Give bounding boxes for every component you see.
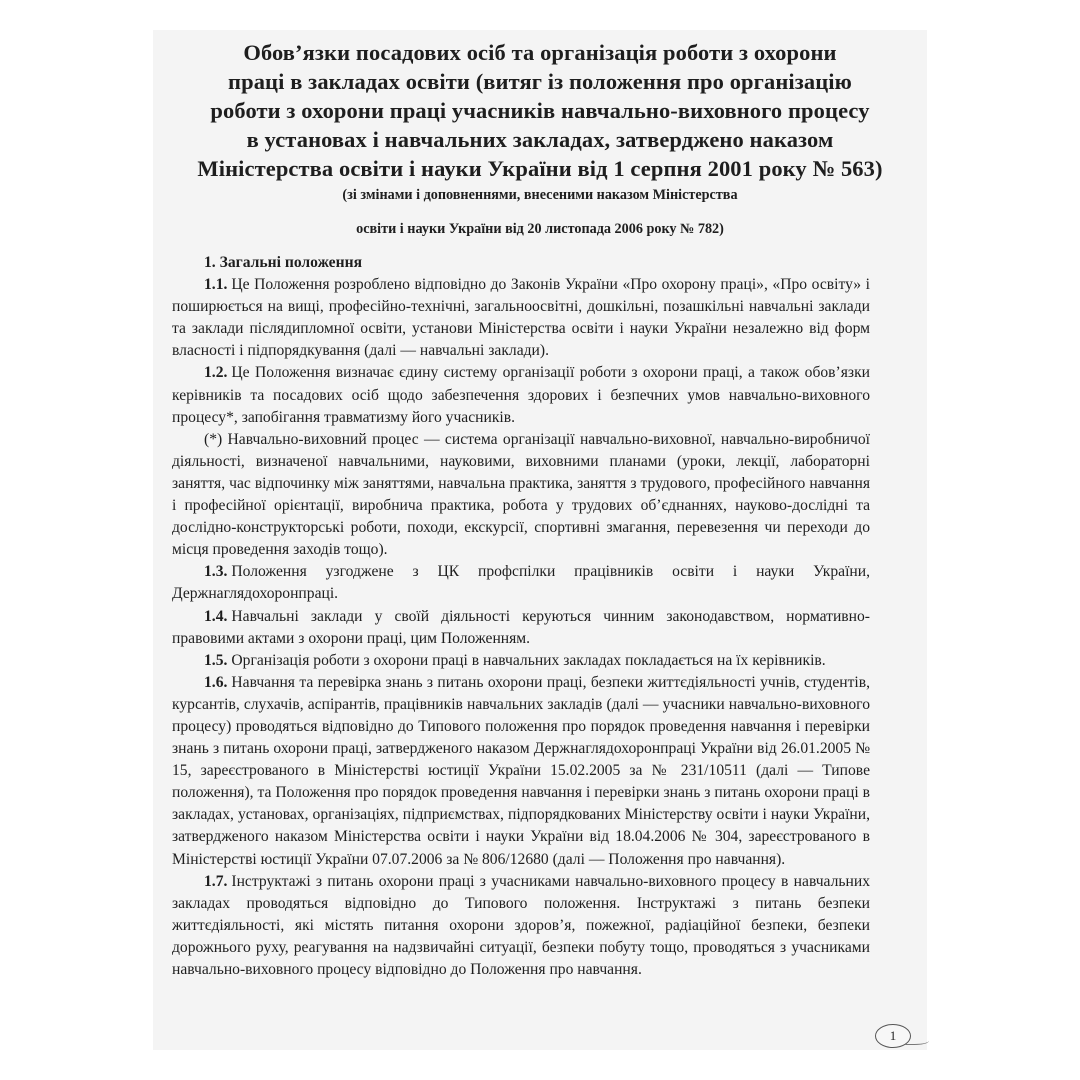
subtitle-line: (зі змінами і доповненнями, внесеними наказом Міністерства xyxy=(342,187,738,203)
title-line: в установах і навчальних закладах, затверджено наказом xyxy=(246,127,834,152)
subtitle-line: освіти і науки України від 20 листопада 2006 року № 782) xyxy=(356,221,724,237)
paragraph-text: Організація роботи з охорони праці в навчальних закладах покладається на їх керівників. xyxy=(231,651,826,669)
paragraph-text: Інструктажі з питань охорони праці з учасниками навчально-виховного процесу в навчальних закладах проводяться відповідно до Типового положення. Інструктажі з питань безпеки життєдіяльності, які містять питання охорони здоров’я, пожежної, радіаційної безпеки, безпеки дорожнього руху, реагування на надзвичайні ситуації, безпеки побуту тощо, проводяться з учасниками навчально-виховного процесу відповідно до Положення про навчання. xyxy=(172,872,870,978)
title-line: Обов’язки посадових осіб та організація роботи з охорони xyxy=(243,40,837,65)
paragraph-number: 1.4. xyxy=(204,607,228,625)
paragraph-text: Навчання та перевірка знань з питань охорони праці, безпеки життєдіяльності учнів, студентів, курсантів, слухачів, аспірантів, працівників навчальних закладів (далі — учасники навчально-виховного процесу) проводяться відповідно до Типового положення про порядок проведення навчання і перевірки знань з питань охорони праці, затвердженого наказом Держнаглядохоронпраці України від 26.01.2005 № 15, зареєстрованого в Міністерстві юстиції України 15.02.2005 за № 231/10511 (далі — Типове положення), та Положення про порядок проведення навчання і перевірки знань з питань охорони праці в закладах, установах, організаціях, підприємствах, підпорядкованих Міністерству освіти і науки України, затвердженого наказом Міністерства освіти і науки України від 18.04.2006 № 304, зареєстрованого в Міністерстві юстиції України 07.07.2006 за № 806/12680 (далі — Положення про навчання). xyxy=(172,673,870,868)
document-page xyxy=(153,30,927,1050)
paragraph-text: (*) Навчально-виховний процес — система організації навчально-виховної, навчально-виробничої діяльності, визначеної навчальними, науковими, виховними планами (уроки, лекції, лабораторні заняття, час відпочинку між заняттями, навчальна практика, заняття з трудового, професійного навчання і професійної орієнтації, виробнича практика, робота у трудових об’єднаннях, науково-дослідні та дослідно-конструкторські роботи, походи, екскурсії, спортивні змагання, перевезення чи переходи до місця проведення заходів тощо). xyxy=(172,430,870,559)
paragraph-1-3 xyxy=(172,561,870,605)
page-number: 1 xyxy=(875,1024,911,1048)
paragraph-text: Навчальні заклади у своїй діяльності керуються чинним законодавством, нормативно-правовими актами з охорони праці, цим Положенням. xyxy=(172,607,870,647)
paragraph-number: 1.3. xyxy=(204,563,228,581)
paragraph-number: 1.1. xyxy=(204,276,228,294)
paragraph-text: Положення узгоджене з ЦК профспілки працівників освіти і науки України, Держнаглядохоронпраці. xyxy=(172,563,870,603)
document-body xyxy=(172,252,870,981)
title-line: праці в закладах освіти (витяг із положення про організацію xyxy=(228,69,852,94)
paragraph-1-7 xyxy=(172,871,870,981)
paragraph-1-1 xyxy=(172,274,870,362)
paragraph-number: 1.7. xyxy=(204,872,228,890)
paragraph-1-2 xyxy=(172,362,870,428)
section-heading: 1. Загальні положення xyxy=(204,254,363,271)
title-line: Міністерства освіти і науки України від 1 серпня 2001 року № 563) xyxy=(197,156,883,181)
paragraph-text: Це Положення розроблено відповідно до Законів України «Про охорону праці», «Про освіту» і поширюється на вищі, професійно-технічні, загальноосвітні, дошкільні, позашкільні навчальні заклади та заклади післядипломної освіти, установи Міністерства освіти і науки України незалежно від форм власності і підпорядкування (далі — навчальні заклади). xyxy=(172,276,870,360)
paragraph-number: 1.2. xyxy=(204,364,228,382)
paragraph-1-4 xyxy=(172,606,870,650)
paragraph-number: 1.5. xyxy=(204,651,228,669)
paragraph-text: Це Положення визначає єдину систему організації роботи з охорони праці, а також обов’язки керівників та посадових осіб щодо забезпечення здорових і безпечних умов навчально-виховного процесу*, запобігання травматизму його учасників. xyxy=(172,364,870,426)
document-title xyxy=(163,38,917,183)
paragraph-1-6 xyxy=(172,672,870,871)
paragraph-1-5 xyxy=(172,650,870,672)
document-subtitle xyxy=(163,178,917,246)
title-line: роботи з охорони праці учасників навчально-виховного процесу xyxy=(210,98,870,123)
paragraph-number: 1.6. xyxy=(204,673,228,691)
footnote-paragraph xyxy=(172,429,870,562)
